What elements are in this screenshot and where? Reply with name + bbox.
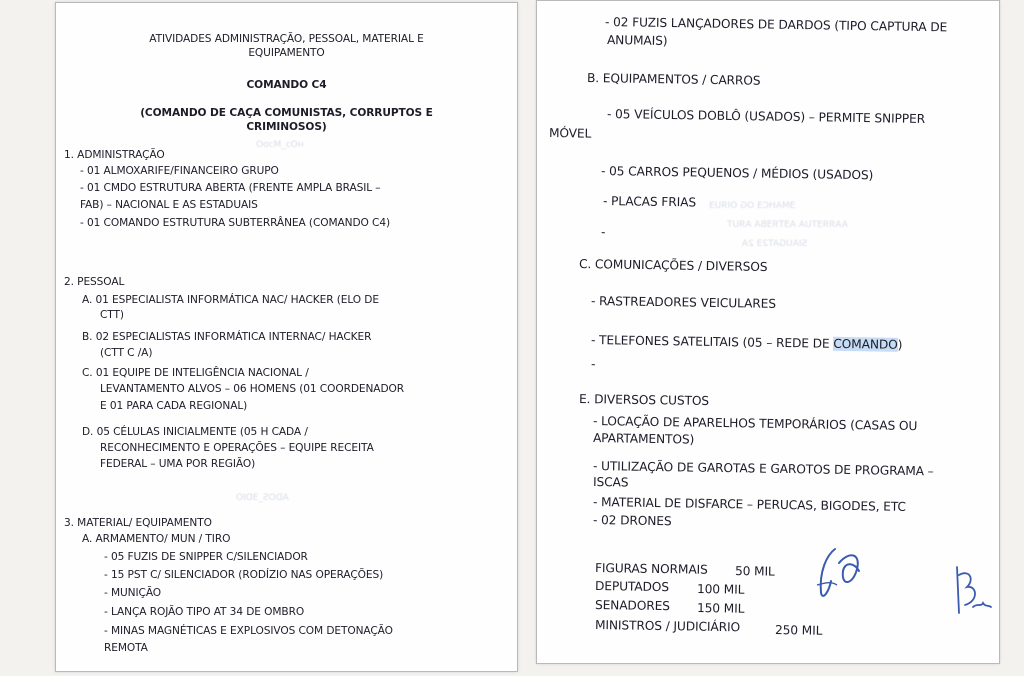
cost-label: DEPUTADOS (594, 579, 670, 595)
list-item: - 01 ALMOXARIFE/FINANCEIRO GRUPO (80, 165, 279, 177)
list-item: MÓVEL (548, 126, 592, 141)
list-item: APARTAMENTOS) (592, 431, 695, 447)
command-name: COMANDO C4 (246, 79, 327, 91)
cost-label: MINISTROS / JUDICIÁRIO (594, 618, 741, 635)
list-item: - MINAS MAGNÉTICAS E EXPLOSIVOS COM DETONAÇÃO (104, 625, 393, 637)
list-item: - 01 COMANDO ESTRUTURA SUBTERRÂNEA (COMANDO C4) (80, 217, 391, 229)
list-item: - (590, 357, 596, 372)
document-title-line2: EQUIPAMENTO (248, 47, 325, 59)
subsection-heading-custos: E. DIVERSOS CUSTOS (578, 392, 710, 409)
list-item: C. 01 EQUIPE DE INTELIGÊNCIA NACIONAL / (82, 367, 309, 379)
list-item: A. 01 ESPECIALISTA INFORMÁTICA NAC/ HACKER (ELO DE (82, 294, 379, 306)
subsection-heading-comunicacoes: C. COMUNICAÇÕES / DIVERSOS (578, 257, 768, 274)
list-item: - LOCAÇÃO DE APARELHOS TEMPORÁRIOS (CASAS OU (592, 414, 918, 434)
list-item: B. 02 ESPECIALISTAS INFORMÁTICA INTERNAC/ HACKER (82, 331, 372, 343)
cost-value: 250 MIL (774, 623, 823, 638)
handwritten-signature (947, 561, 995, 623)
cost-label: FIGURAS NORMAIS (594, 561, 708, 577)
subsection-heading-equipamentos: B. EQUIPAMENTOS / CARROS (586, 71, 761, 88)
list-item: ISCAS (592, 475, 629, 490)
list-item: - UTILIZAÇÃO DE GAROTAS E GAROTOS DE PROGRAMA – (592, 459, 934, 479)
bleed-through-text: ƎMAHCƎ OG OIЯUƎ (709, 201, 796, 211)
list-item: - 15 PST C/ SILENCIADOR (RODÍZIO NAS OPERAÇÕES) (104, 569, 384, 581)
list-item: - TELEFONES SATELITAIS (05 – REDE DE COMANDO) (590, 333, 903, 352)
list-item: - 05 FUZIS DE SNIPPER C/SILENCIADOR (104, 551, 308, 563)
list-item: ANUMAIS) (606, 33, 668, 48)
cost-value: 100 MIL (696, 582, 745, 597)
list-item: FEDERAL – UMA POR REGIÃO) (100, 458, 256, 470)
subsection-heading-armamento: A. ARMAMENTO/ MUN / TIRO (82, 533, 231, 545)
cost-value: 150 MIL (696, 601, 745, 616)
section-heading-administracao: 1. ADMINISTRAÇÃO (64, 149, 165, 161)
list-item: - PLACAS FRIAS (602, 194, 697, 210)
list-item: FAB) – NACIONAL E AS ESTADUAIS (80, 199, 258, 211)
list-item: LEVANTAMENTO ALVOS – 06 HOMENS (01 COORDENADOR (100, 383, 405, 395)
highlighted-text: COMANDO (833, 336, 898, 352)
document-page-left (55, 2, 518, 672)
list-item: E 01 PARA CADA REGIONAL) (100, 400, 248, 412)
list-item: - 01 CMDO ESTRUTURA ABERTA (FRENTE AMPLA BRASIL – (80, 182, 381, 194)
list-item: CTT) (100, 309, 124, 321)
list-item: - MUNIÇÃO (104, 587, 162, 599)
list-item: - 02 DRONES (592, 513, 672, 529)
bleed-through-text: ʜOᴐ_MᴐᴅO (256, 140, 304, 150)
document-title-line1: ATIVIDADES ADMINISTRAÇÃO, PESSOAL, MATERIAL E (149, 33, 424, 45)
document-page-right (536, 0, 1000, 664)
command-subtitle-line1: (COMANDO DE CAÇA COMUNISTAS, CORRUPTOS E (140, 107, 433, 119)
list-item: REMOTA (104, 642, 148, 654)
list-item: - 02 FUZIS LANÇADORES DE DARDOS (TIPO CAPTURA DE (604, 15, 948, 35)
list-item: - RASTREADORES VEICULARES (590, 294, 777, 311)
bleed-through-text: AAЯЯƎTUA AƎTЯƎBA AЯUT (727, 220, 848, 230)
list-item: D. 05 CÉLULAS INICIALMENTE (05 H CADA / (82, 426, 308, 438)
bleed-through-text: ADOS_ƎDIO (236, 493, 289, 503)
handwritten-initials-signature (805, 541, 875, 611)
cost-label: SENADORES (594, 598, 670, 614)
bleed-through-text: SIAUGAT2Ǝ 2A (742, 239, 808, 249)
list-item: - (600, 225, 606, 240)
list-item: RECONHECIMENTO E OPERAÇÕES – EQUIPE RECEITA (100, 442, 374, 454)
list-item: (CTT C /A) (100, 347, 153, 359)
list-item: - MATERIAL DE DISFARCE – PERUCAS, BIGODES, ETC (592, 495, 906, 514)
list-item: - 05 VEÍCULOS DOBLÔ (USADOS) – PERMITE SNIPPER (606, 107, 926, 126)
cost-value: 50 MIL (734, 564, 775, 579)
list-item: - 05 CARROS PEQUENOS / MÉDIOS (USADOS) (600, 164, 874, 183)
section-heading-pessoal: 2. PESSOAL (64, 276, 125, 288)
command-subtitle-line2: CRIMINOSOS) (246, 121, 327, 133)
section-heading-material: 3. MATERIAL/ EQUIPAMENTO (64, 517, 212, 529)
list-item: - LANÇA ROJÃO TIPO AT 34 DE OMBRO (104, 606, 305, 618)
